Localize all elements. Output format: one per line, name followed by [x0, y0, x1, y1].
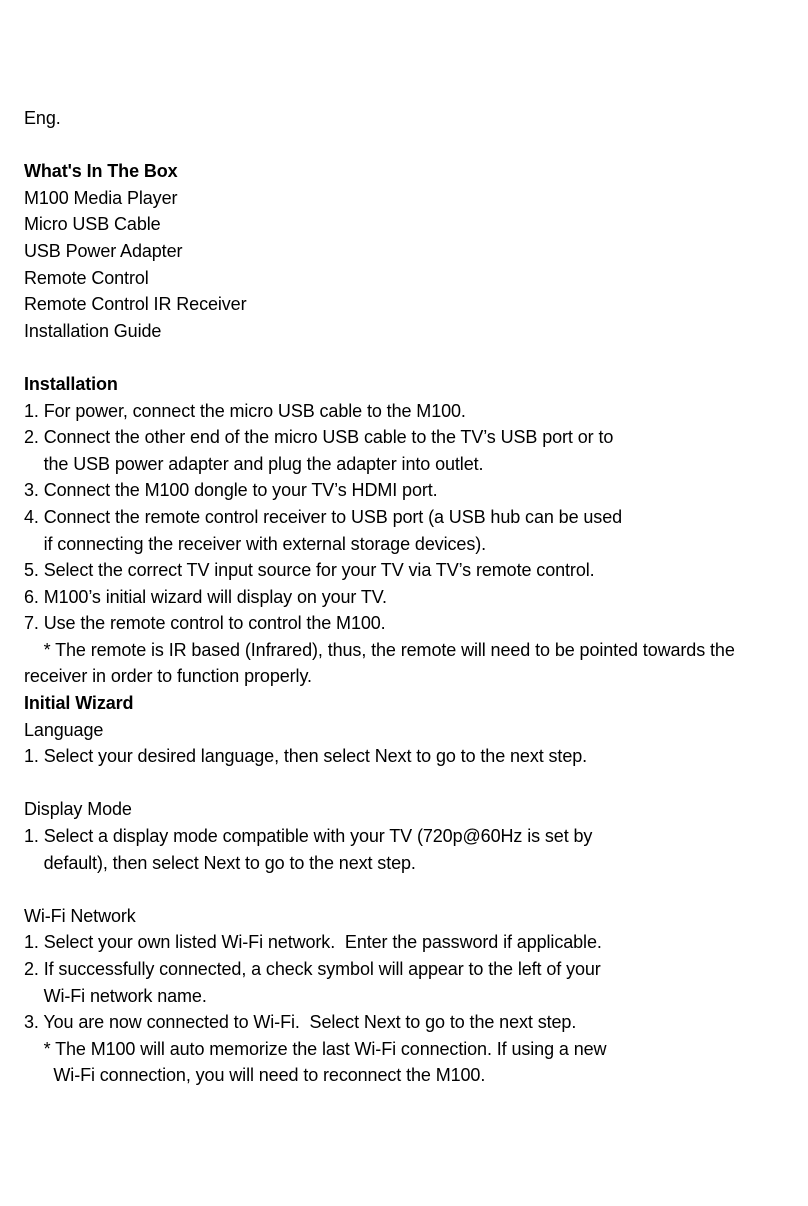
box-contents-section: [24, 158, 804, 344]
wizard-wifi-note: * The M100 will auto memorize the last Wi-Fi connection. If using a new: [24, 1038, 607, 1059]
box-item: Remote Control: [24, 267, 149, 288]
wizard-language-step: 1. Select your desired language, then select Next to go to the next step.: [24, 746, 588, 767]
wizard-display-mode-step: 1. Select a display mode compatible with your TV (720p@60Hz is set by: [24, 826, 593, 847]
wizard-wifi-step: Wi-Fi network name.: [24, 985, 207, 1006]
spacer: [24, 132, 804, 159]
installation-step: 6. M100’s initial wizard will display on your TV.: [24, 586, 387, 607]
wizard-display-mode-title: Display Mode: [24, 799, 132, 820]
installation-step: 3. Connect the M100 dongle to your TV’s HDMI port.: [24, 480, 438, 501]
installation-note: * The remote is IR based (Infrared), thus, the remote will need to be pointed towards the: [24, 639, 735, 660]
wizard-wifi-note: Wi-Fi connection, you will need to reconnect the M100.: [24, 1065, 486, 1086]
installation-step: 1. For power, connect the micro USB cable to the M100.: [24, 400, 466, 421]
initial-wizard-section: [24, 690, 804, 1089]
installation-heading: Installation: [24, 373, 118, 394]
box-item: USB Power Adapter: [24, 240, 183, 261]
installation-step: 2. Connect the other end of the micro USB cable to the TV’s USB port or to: [24, 427, 614, 448]
wizard-wifi-step: 1. Select your own listed Wi-Fi network. Enter the password if applicable.: [24, 932, 602, 953]
box-item: Micro USB Cable: [24, 214, 161, 235]
installation-step: 7. Use the remote control to control the M100.: [24, 613, 386, 634]
box-heading: What's In The Box: [24, 161, 178, 182]
installation-section: [24, 371, 804, 690]
spacer: [24, 770, 804, 797]
wizard-wifi-step: 3. You are now connected to Wi-Fi. Select Next to go to the next step.: [24, 1012, 577, 1033]
installation-step: 5. Select the correct TV input source for your TV via TV’s remote control.: [24, 560, 595, 581]
box-item: M100 Media Player: [24, 187, 178, 208]
language-tag: Eng.: [24, 108, 61, 128]
installation-note: receiver in order to function properly.: [24, 666, 312, 687]
installation-step: if connecting the receiver with external storage devices).: [24, 533, 487, 554]
spacer: [24, 344, 804, 371]
box-item: Installation Guide: [24, 320, 162, 341]
wizard-wifi-title: Wi-Fi Network: [24, 905, 136, 926]
wizard-heading: Initial Wizard: [24, 693, 134, 714]
box-item: Remote Control IR Receiver: [24, 294, 247, 315]
installation-step: 4. Connect the remote control receiver to USB port (a USB hub can be used: [24, 506, 623, 527]
wizard-language-title: Language: [24, 719, 104, 740]
installation-step: the USB power adapter and plug the adapter into outlet.: [24, 453, 484, 474]
spacer: [24, 876, 804, 903]
document-body: [24, 105, 804, 1089]
wizard-wifi-step: 2. If successfully connected, a check symbol will appear to the left of your: [24, 959, 601, 979]
wizard-display-mode-step: default), then select Next to go to the next step.: [24, 852, 416, 873]
